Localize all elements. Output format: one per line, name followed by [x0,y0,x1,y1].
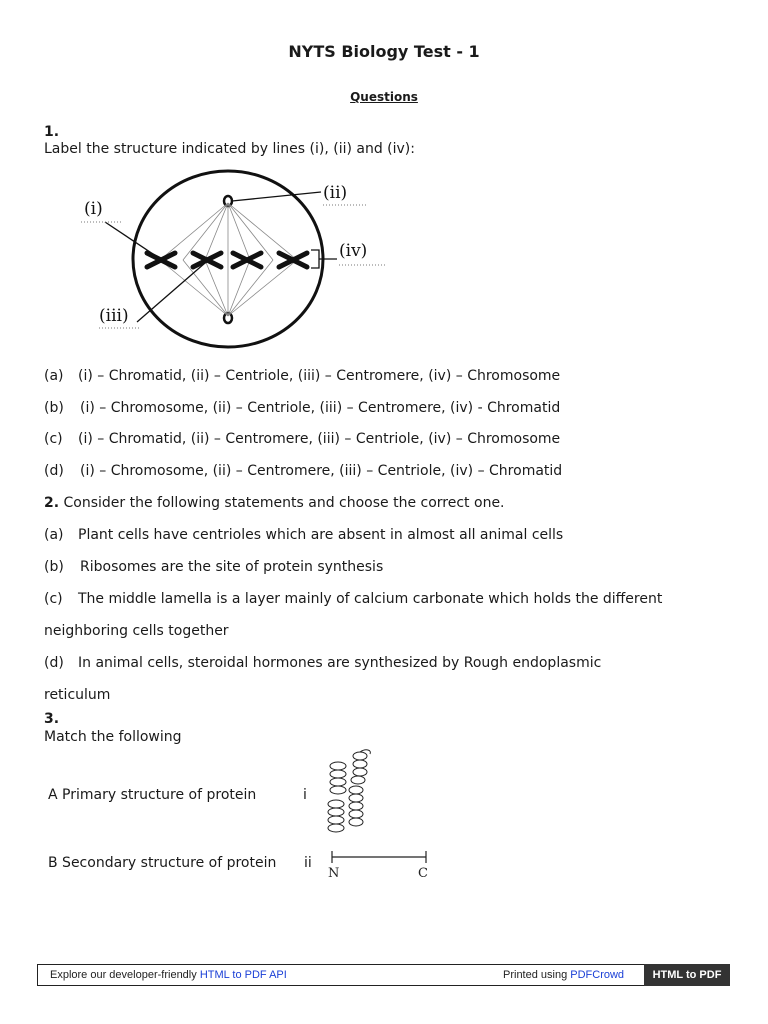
label-i: (i) [84,199,103,219]
c-terminus-label: C [418,866,428,881]
match-row-b-roman: ii [304,855,312,871]
question-1-prompt: Label the structure indicated by lines (i), (ii) and (iv): [44,141,415,157]
q2-option-a: (a) Plant cells have centrioles which are absent in almost all animal cells [44,527,564,543]
html-to-pdf-button[interactable]: HTML to PDF [644,964,730,986]
spindle-fibres [160,203,297,316]
html-to-pdf-api-link[interactable]: HTML to PDF API [199,969,287,981]
q2-option-c-continued: neighboring cells together [44,623,229,639]
q2-option-b: (b) Ribosomes are the site of protein synthesis [44,559,384,575]
q1-option-b: (b) (i) – Chromosome, (ii) – Centriole, (iii) – Centromere, (iv) - Chromatid [44,400,561,416]
label-iv: (iv) [339,241,368,261]
q1-option-d: (d) (i) – Chromosome, (ii) – Centromere, (iii) – Centriole, (iv) – Chromatid [44,463,563,479]
helix-structure-figure [320,746,380,840]
q2-option-d-continued: reticulum [44,687,111,703]
footer-right: Printed using PDFCrowd [503,969,625,981]
label-iii: (iii) [99,306,129,326]
question-3-number: 3. [44,711,60,727]
linear-chain-figure [322,848,438,882]
match-row-b-label: B Secondary structure of protein [48,855,277,871]
match-row-a-label: A Primary structure of protein [48,787,257,803]
q2-option-c: (c) The middle lamella is a layer mainly of calcium carbonate which holds the different [44,591,663,607]
section-heading: Questions [350,90,418,104]
q2-option-d: (d) In animal cells, steroidal hormones are synthesized by Rough endoplasmic [44,655,602,671]
question-2-prompt: 2. Consider the following statements and choose the correct one. [44,495,505,511]
pdfcrowd-link[interactable]: PDFCrowd [570,969,625,981]
mitotic-cell-diagram [75,165,395,355]
n-terminus-label: N [328,866,340,881]
q1-option-a: (a) (i) – Chromatid, (ii) – Centriole, (iii) – Centromere, (iv) – Chromosome [44,368,561,384]
match-row-a-roman: i [303,787,307,803]
label-ii: (ii) [323,183,348,203]
footer-left: Explore our developer-friendly HTML to PDF API [50,969,287,981]
pdfcrowd-footer [37,964,730,986]
page-title: NYTS Biology Test - 1 [288,42,480,61]
q1-option-c: (c) (i) – Chromatid, (ii) – Centromere, (iii) – Centriole, (iv) – Chromosome [44,431,561,447]
chromosomes [147,253,307,267]
helix-coils [328,750,370,832]
question-3-prompt: Match the following [44,729,182,745]
question-1-number: 1. [44,124,60,140]
